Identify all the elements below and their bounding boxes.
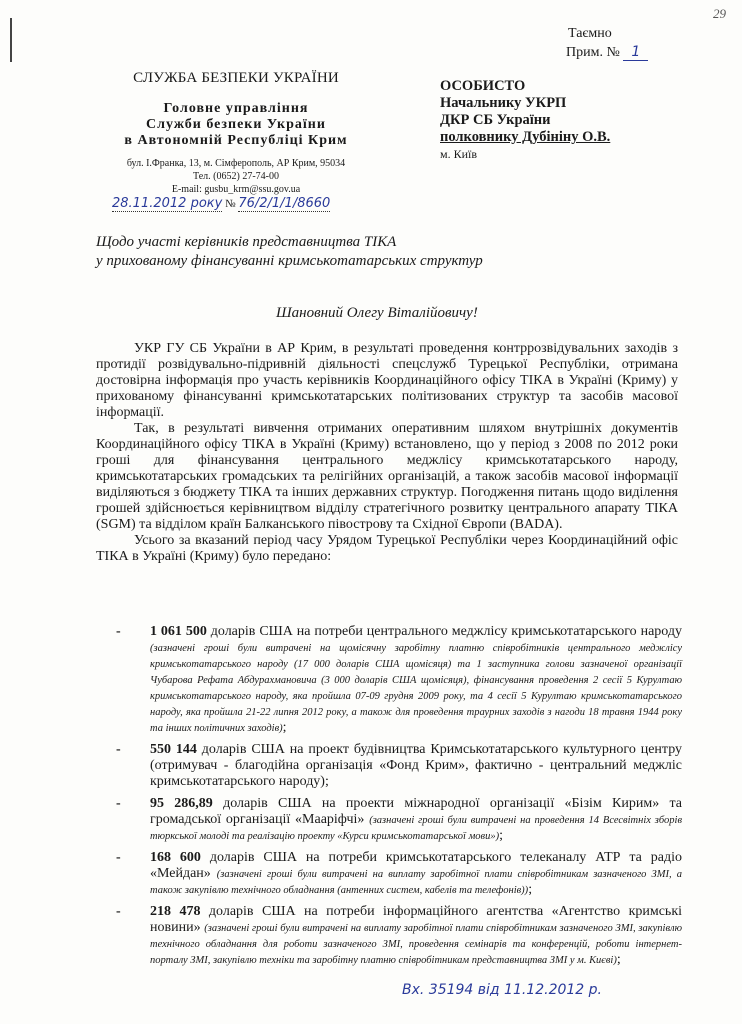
item-text: доларів США на проект будівництва Кримськотатарського культурного центру (отримувач - благодійна організація «Фонд Крим», фактично - центральний меджліс кримськотатарського народу); bbox=[150, 742, 683, 789]
incoming-stamp: Вх. 35194 від 11.12.2012 р. bbox=[402, 982, 602, 998]
department-line-3: в Автономній Республіці Крим bbox=[124, 133, 348, 148]
item-note: (зазначені гроші були витрачені на щомісячну заробітну платню співробітників центрального меджлісу кримськотатарського народу (17 000 доларів США щомісяця) та 1 заступника голови зазначеної організації Чубарова Рефата Абдурахмановича (3 000 доларів США щомісяця), фінансування проведення 2 сесії 5 Курултаю кримськотатарського народу, яка пройшла 07-09 грудня 2009 року, та 4 сесії 5 Курултаю кримськотатарського народу, яка пройшла 21-22 липня 2012 року, а також для проведення траурних заходів з нагоди 18 травня 1944 року та інших політичних заходів) bbox=[150, 643, 682, 734]
copy-number-label: Прим. № bbox=[566, 45, 620, 60]
bullet: - bbox=[116, 796, 121, 811]
department-name bbox=[96, 101, 376, 149]
item-note: (зазначені гроші були витрачені на виплату заробітної плати співробітникам зазначеного ЗМІ, закупівлю технічного обладнання для роботи зазначеного ЗМІ, проведення семінарів та конференцій, роботи інтернет-порталу ЗМІ, закупівлю техніки та заробітну платню співробітникам представництва ЗМІ у м. Києві) bbox=[150, 923, 682, 966]
recipient-city: м. Київ bbox=[440, 147, 478, 161]
margin-mark bbox=[10, 18, 12, 62]
department-line-1: Головне управління bbox=[163, 101, 309, 116]
bullet: - bbox=[116, 742, 121, 757]
recipient-department: ДКР СБ України bbox=[440, 112, 551, 128]
copy-number-value: 1 bbox=[623, 44, 648, 61]
address: бул. І.Франка, 13, м. Сімферополь, АР Крим, 95034 bbox=[126, 158, 346, 169]
subject-line-2: у прихованому фінансуванні кримськотатарських структур bbox=[96, 253, 483, 269]
registration-number: 76/2/1/1/8660 bbox=[238, 196, 331, 211]
item-tail: ; bbox=[616, 952, 621, 967]
item-text: доларів США на потреби інформаційного агентства «Агентство кримські новини» bbox=[150, 904, 683, 935]
recipient-personal: ОСОБИСТО bbox=[440, 78, 526, 94]
item-text: доларів США на потреби центрального меджлісу кримськотатарського народу bbox=[206, 624, 683, 639]
page-number: 29 bbox=[713, 6, 726, 21]
contact-block bbox=[96, 157, 376, 196]
list-item bbox=[116, 850, 682, 898]
subject-line-1: Щодо участі керівників представництва ТІКА bbox=[96, 234, 397, 250]
registration-no-label: № bbox=[225, 198, 236, 210]
list-item bbox=[116, 742, 682, 790]
list-item bbox=[116, 624, 682, 736]
item-tail: ; bbox=[499, 828, 503, 843]
registration-date: 28.11.2012 року bbox=[112, 196, 223, 211]
email: E-mail: gusbu_krm@ssu.gov.ua bbox=[171, 184, 301, 195]
item-amount: 218 478 bbox=[150, 904, 201, 919]
item-note: (зазначені гроші були витрачені на виплату заробітної плати співробітникам зазначеного ЗМІ, а також закупівлю технічного обладнання (антенних систем, кабелів та телефонів)) bbox=[150, 869, 682, 896]
phone: Тел. (0652) 27-74-00 bbox=[193, 171, 279, 182]
item-amount: 95 286,89 bbox=[150, 796, 213, 811]
item-text: доларів США на потреби кримськотатарського телеканалу АТР та радіо «Мейдан» bbox=[150, 850, 683, 881]
item-amount: 550 144 bbox=[150, 742, 197, 757]
bullet: - bbox=[116, 850, 121, 865]
recipient-name: полковнику Дубініну О.В. bbox=[440, 129, 611, 145]
item-amount: 168 600 bbox=[150, 850, 201, 865]
item-tail: ; bbox=[528, 882, 533, 897]
department-line-2: Служби безпеки України bbox=[146, 117, 326, 132]
list-item bbox=[116, 796, 682, 844]
letter-body bbox=[96, 341, 678, 565]
funding-list bbox=[116, 624, 682, 974]
copy-number bbox=[566, 44, 648, 61]
bullet: - bbox=[116, 624, 121, 639]
recipient-position: Начальнику УКРП bbox=[440, 95, 567, 111]
recipient-block bbox=[440, 78, 610, 163]
paragraph: Усього за вказаний період часу Урядом Турецької Республіки через Координаційний офіс ТІКА в Україні (Криму) було передано: bbox=[96, 533, 678, 564]
subject bbox=[96, 233, 483, 271]
item-note: (зазначені гроші були витрачені на проведення 14 Всесвітніх зборів тюркської молоді та реалізацію проекту «Курси кримськотатарської мови») bbox=[150, 815, 683, 842]
registration-line bbox=[112, 196, 330, 211]
paragraph: УКР ГУ СБ України в АР Крим, в результаті проведення контррозвідувальних заходів з протидії розвідувально-підривній діяльності спецслужб Турецької Республіки, отримана достовірна інформація про участь керівників Координаційного офісу ТІКА в Україні (Криму) у прихованому фінансуванні кримськотатарських політизованих структур та засобів масової інформації. bbox=[96, 341, 678, 420]
classification-mark: Таємно bbox=[568, 26, 612, 41]
list-item bbox=[116, 904, 682, 968]
item-text: доларів США на проекти міжнародної організації «Бізім Кирим» та громадської організації «Мааріфчі» bbox=[150, 796, 683, 827]
item-tail: ; bbox=[282, 720, 287, 735]
item-amount: 1 061 500 bbox=[150, 624, 207, 639]
agency-name: СЛУЖБА БЕЗПЕКИ УКРАЇНИ bbox=[133, 70, 339, 86]
bullet: - bbox=[116, 904, 121, 919]
greeting: Шановний Олегу Віталійовичу! bbox=[276, 305, 478, 321]
paragraph: Так, в результаті вивчення отриманих оперативним шляхом внутрішніх документів Координаційного офісу ТІКА в Україні (Криму) встановлено, що у період з 2008 по 2012 роки гроші для фінансування центрального меджлісу кримськотатарського народу, кримськотатарських громадських та релігійних організацій, а також засобів масової інформації виділяються з бюджету ТІКА та інших державних структур. Погодження питань щодо виділення грошей здійснюється керівництвом відділу стратегічного розвитку центрального апарату ТІКА (SGM) та відділом країн Балканського півострову та Східної Європи (BADA). bbox=[96, 421, 678, 532]
letterhead bbox=[96, 70, 376, 196]
